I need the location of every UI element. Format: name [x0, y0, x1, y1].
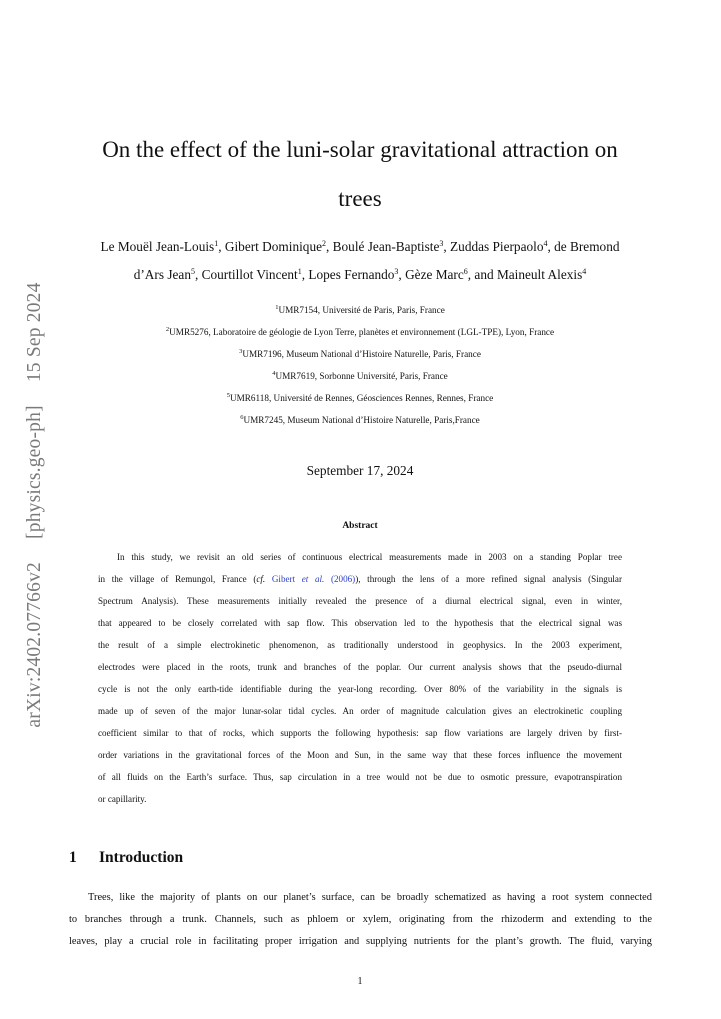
body-text-line: Trees, like the majority of plants on our planet’s surface, can be broadly schematized as having a root system connected [88, 892, 652, 903]
section-title: Introduction [99, 849, 184, 866]
author-name: Lopes Fernando [308, 267, 395, 282]
affiliation-5: $^5$UMR6118, Université de Rennes, Géosciences Rennes, Rennes, France [226, 392, 494, 403]
affiliation-6: $^6$UMR7245, Museum National d’Histoire Naturelle, Paris,France [240, 414, 480, 425]
abstract-heading: Abstract [342, 521, 378, 531]
affiliation-marker: 3 [439, 239, 444, 248]
arxiv-id: arXiv:2402.07766v2 [24, 562, 45, 728]
abstract-line: order variations in the gravitational forces of the Moon and Sun, in the same way that these forces influence the movement [98, 750, 622, 760]
abstract-line: in the village of Remungol, France (cf. Gibert et al. (2006)), through the lens of a more refined signal analysis (Singular [98, 574, 622, 584]
section-heading [69, 848, 183, 868]
abstract-line: made up of seven of the major lunar-solar tidal cycles. An order of magnitude calculation gives an electrokinetic coupling [98, 706, 622, 716]
affiliation-marker: 1 [297, 267, 302, 276]
author-name: Boulé Jean-Baptiste [332, 239, 440, 254]
page-number: 1 [357, 976, 363, 987]
affiliation-3: $^3$UMR7196, Museum National d’Histoire Naturelle, Paris, France [239, 348, 481, 359]
abstract-line: or capillarity. [98, 794, 147, 804]
author-name: Gibert Dominique [224, 239, 322, 254]
author-name: Le Mouël Jean-Louis [100, 239, 215, 254]
author-name: Maineult Alexis [496, 267, 583, 282]
affiliation-2: $^2$UMR5276, Laboratoire de géologie de Lyon Terre, planètes et environnement (LGL-TPE), Lyon, France [165, 326, 555, 337]
arxiv-category: [physics.geo-ph] [24, 405, 45, 539]
abstract-line: cycle is not the only earth-tide identifiable during the year-long recording. Over 80% of the variability in the signals is [98, 684, 622, 694]
arxiv-sidebar-identifier[interactable] [20, 255, 50, 755]
abstract-line: coefficient similar to that of rocks, which supports the following hypothesis: sap flow variations are largely driven by first- [98, 728, 622, 738]
abstract-line: of all fluids on the Earth’s surface. Thus, sap circulation in a tree would not be due to osmotic pressure, evapotranspiration [98, 772, 622, 782]
affiliation-1: $^1$UMR7154, Université de Paris, Paris, France [275, 304, 445, 315]
author-list-line-1: Le Mouël Jean-Louis$^1$, Gibert Dominique$^2$, Boulé Jean-Baptiste$^3$, Zuddas Pierpaolo$^4$, de Bremond [100, 239, 620, 254]
arxiv-date: 15 Sep 2024 [24, 282, 45, 383]
abstract-line: electrodes were placed in the roots, trunk and branches of the poplar. Our current analysis shows that the pseudo-diurnal [98, 662, 622, 672]
author-name-part: de Bremond [554, 239, 620, 254]
author-name: Courtillot Vincent [201, 267, 298, 282]
abstract-line: In this study, we revisit an old series of continuous electrical measurements made in 2003 on a standing Poplar tree [117, 552, 622, 562]
affiliation-marker: 1 [214, 239, 219, 248]
affiliation-marker: 4 [582, 267, 587, 276]
paper-title-line-1: On the effect of the luni-solar gravitational attraction on [102, 137, 618, 162]
author-list-line-2: d’Ars Jean$^5$, Courtillot Vincent$^1$, Lopes Fernando$^3$, Gèze Marc$^6$, and Maineult Alexis$^4$ [133, 267, 587, 282]
affiliation-marker: 6 [463, 267, 468, 276]
affiliation-marker: 5 [190, 267, 195, 276]
affiliation-marker: 3 [394, 267, 399, 276]
section-number: 1 [69, 849, 77, 866]
affiliation-marker: 2 [322, 239, 326, 248]
affiliation-4: $^4$UMR7619, Sorbonne Université, Paris, France [272, 370, 448, 381]
abstract-line: that appeared to be closely correlated with sap flow. This observation led to the hypothesis that the electrical signal was [98, 618, 622, 628]
affiliation-marker: 4 [543, 239, 548, 248]
paper-date: September 17, 2024 [306, 463, 414, 478]
author-name-part: d’Ars Jean [133, 267, 191, 282]
author-name: Gèze Marc [405, 267, 464, 282]
abstract-line: Spectrum Analysis). These measurements initially revealed the presence of a diurnal electrical signal, even in winter, [98, 596, 622, 606]
body-text-line: leaves, play a crucial role in facilitating proper irrigation and supplying nutrients for the plant’s growth. The fluid, varying [69, 936, 652, 947]
paper-title-line-2: trees [338, 186, 382, 211]
abstract-line: the result of a simple electrokinetic phenomenon, as traditionally understood in geophysics. In the 2003 experiment, [98, 640, 622, 650]
body-text-line: to branches through a trunk. Channels, such as phloem or xylem, originating from the rhizoderm and extending to the [69, 914, 652, 925]
author-name: Zuddas Pierpaolo [450, 239, 544, 254]
citation-link[interactable]: Gibert et al. (2006) [271, 574, 356, 584]
